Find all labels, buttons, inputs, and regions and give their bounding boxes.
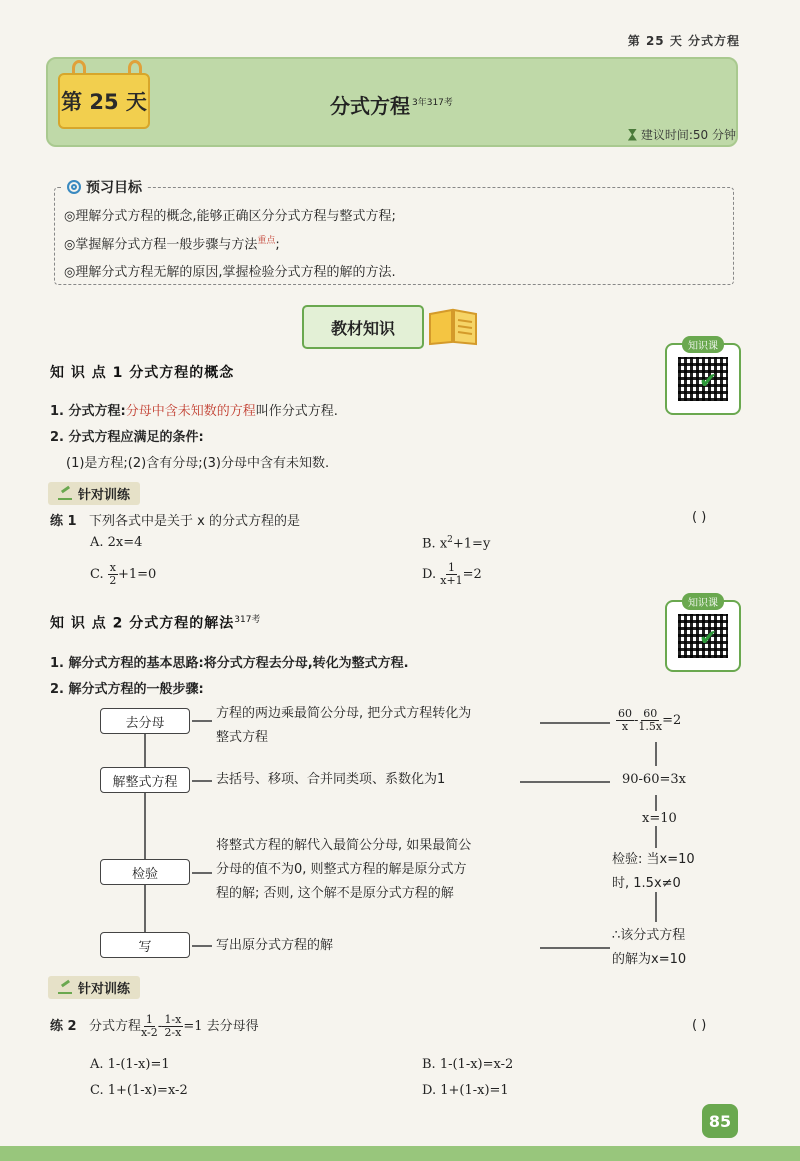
- target-icon: [67, 180, 81, 194]
- qr-code-1[interactable]: [665, 343, 741, 415]
- step-description: 将整式方程的解代入最简公分母, 如果最简公 分母的值不为0, 则整式方程的解是原分式方 程的解; 否则, 这个解不是原分式方程的解: [216, 838, 472, 901]
- chapter-title: 分式方程 $^{3年317考}$: [330, 94, 453, 118]
- kp2-steps-title: 2. 解分式方程的一般步骤:: [50, 682, 204, 697]
- arrow: [655, 742, 657, 766]
- step-description: 写出原分式方程的解: [216, 938, 334, 953]
- step-box: 去分母: [100, 708, 190, 734]
- arrow: [655, 826, 657, 848]
- knowledge-point-1-title: 知 识 点 1 分式方程的概念: [50, 365, 235, 381]
- kp1-definition: 1. 分式方程:分母中含未知数的方程叫作分式方程.: [50, 404, 338, 419]
- hourglass-icon: [628, 129, 637, 141]
- check-icon: ✔: [699, 369, 718, 394]
- arrow: [192, 872, 212, 874]
- example-step: x=10: [642, 811, 677, 826]
- goals-heading: 预习目标: [62, 177, 147, 197]
- check-icon: ✔: [699, 626, 718, 651]
- flow-connector: [144, 733, 146, 949]
- step-description: 去括号、移项、合并同类项、系数化为1: [216, 772, 446, 787]
- arrow: [540, 722, 610, 724]
- kp1-conditions: (1)是方程;(2)含有分母;(3)分母中含有未知数.: [66, 456, 330, 471]
- kp1-conditions-title: 2. 分式方程应满足的条件:: [50, 430, 204, 445]
- exercise-1-option-a[interactable]: A. 2x=4: [90, 535, 143, 550]
- example-step: 90-60=3x: [622, 772, 686, 787]
- exercise-2-option-a[interactable]: A. 1-(1-x)=1: [90, 1057, 170, 1072]
- arrow: [192, 780, 212, 782]
- book-icon: [426, 304, 480, 346]
- kp2-idea: 1. 解分式方程的基本思路:将分式方程去分母,转化为整式方程.: [50, 656, 409, 671]
- goal-item: ◎掌握解分式方程一般步骤与方法$^{重点}$;: [64, 236, 280, 253]
- exercise-1-option-b[interactable]: B. $x^2+1=y$: [422, 535, 491, 552]
- exercise-2-option-b[interactable]: B. 1-(1-x)=x-2: [422, 1057, 514, 1072]
- arrow: [520, 781, 610, 783]
- pen-icon: [58, 982, 72, 994]
- step-box: 解整式方程: [100, 767, 190, 793]
- section-title: 教材知识: [302, 305, 424, 349]
- example-conclusion: ∴该分式方程 的解为x=10: [612, 928, 687, 967]
- exercise-1-question: 练 1 下列各式中是关于 x 的分式方程的是: [50, 514, 300, 529]
- exercise-2-option-c[interactable]: C. 1+(1-x)=x-2: [90, 1083, 188, 1098]
- arrow: [192, 945, 212, 947]
- kp2-frequency: 317考: [234, 615, 261, 625]
- exercise-2-question: 练 2 分式方程 $\frac{1}{x-2}$ - $\frac{1-x}{2-x}$ =1 去分母得: [50, 1013, 259, 1040]
- example-equation: $\frac{60}{x}$ - $\frac{60}{1.5x}$ =2: [618, 707, 682, 734]
- answer-paren[interactable]: ( ): [692, 510, 707, 525]
- qr-label: 知识课: [682, 593, 724, 610]
- knowledge-point-2-title: 知 识 点 2 分式方程的解法$^{317考}$: [50, 615, 261, 632]
- running-header: 第 25 天 分式方程: [627, 34, 740, 48]
- page-number: 85: [702, 1104, 738, 1138]
- answer-paren[interactable]: ( ): [692, 1018, 707, 1033]
- arrow: [655, 795, 657, 811]
- exercise-1-option-c[interactable]: C. $\frac{x}{2}$ +1=0: [90, 561, 157, 588]
- step-description: 方程的两边乘最简公分母, 把分式方程转化为 整式方程: [216, 706, 472, 745]
- example-check: 检验: 当x=10 时, 1.5x≠0: [612, 852, 695, 891]
- title-frequency: 3年317考: [412, 98, 453, 109]
- pen-icon: [58, 488, 72, 500]
- arrow: [540, 947, 610, 949]
- key-point-mark: 重点: [257, 236, 276, 246]
- qr-label: 知识课: [682, 336, 724, 353]
- step-box: 写: [100, 932, 190, 958]
- footer-bar: [0, 1146, 800, 1161]
- training-label: 针对训练: [48, 976, 140, 999]
- arrow: [655, 892, 657, 922]
- definition-highlight: 分母中含未知数的方程: [125, 404, 256, 419]
- suggested-time: 建议时间:50 分钟: [628, 126, 736, 143]
- step-box: 检验: [100, 859, 190, 885]
- training-label: 针对训练: [48, 482, 140, 505]
- goal-item: ◎理解分式方程的概念,能够正确区分分式方程与整式方程;: [64, 209, 396, 224]
- goal-item: ◎理解分式方程无解的原因,掌握检验分式方程的解的方法.: [64, 265, 396, 280]
- exercise-1-option-d[interactable]: D. $\frac{1}{x+1}$ =2: [422, 561, 482, 588]
- day-label: 第 25 天: [58, 73, 150, 129]
- exercise-2-option-d[interactable]: D. 1+(1-x)=1: [422, 1083, 509, 1098]
- arrow: [192, 720, 212, 722]
- qr-code-2[interactable]: [665, 600, 741, 672]
